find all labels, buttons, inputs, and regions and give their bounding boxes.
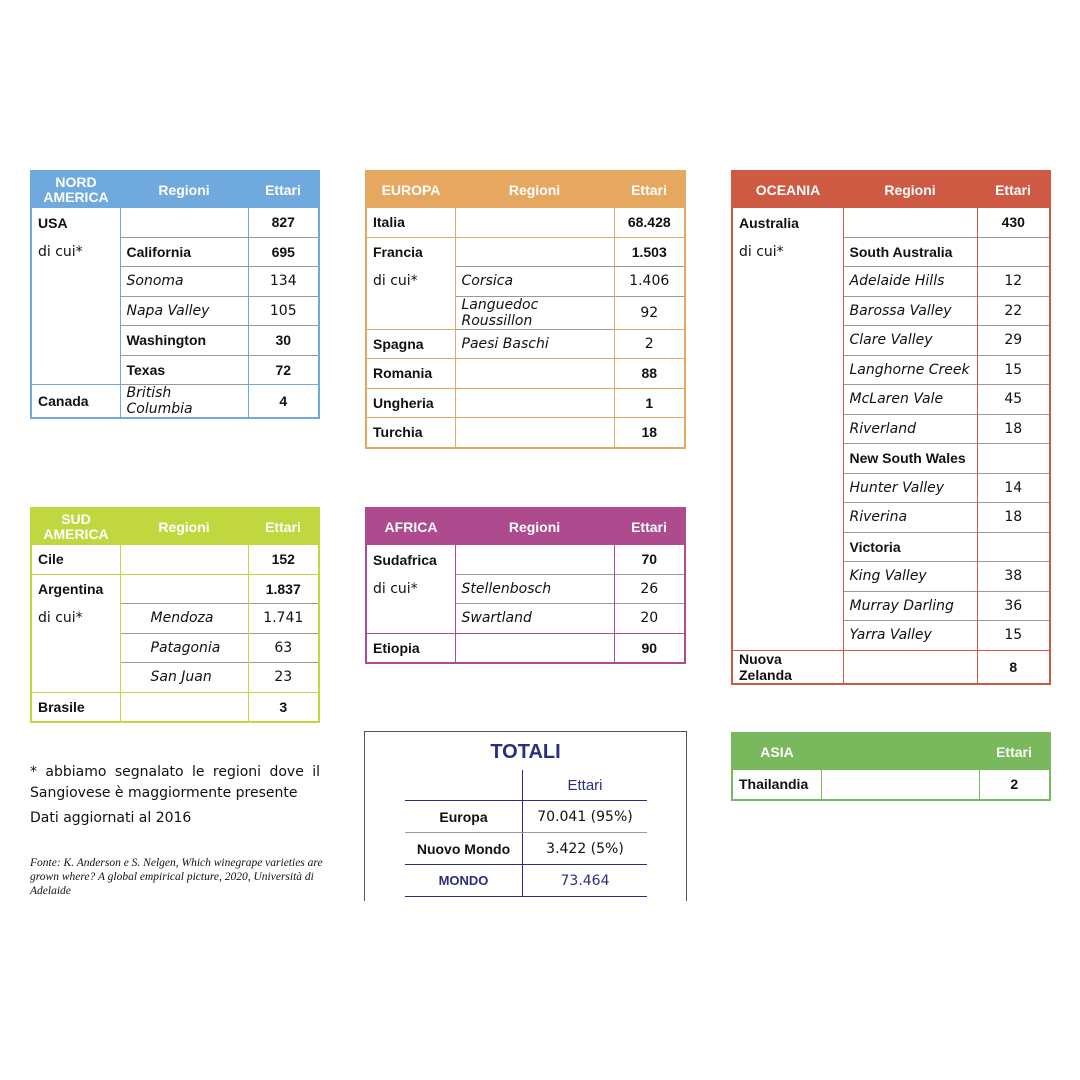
region-cell: Murray Darling [843,591,977,621]
hectares-cell: 63 [248,633,318,663]
country-cell: Etiopia [367,633,455,662]
column-header-hectares: Ettari [248,509,318,545]
hectares-cell: 88 [614,359,684,389]
region-cell: Riverland [843,414,977,444]
hectares-cell: 2 [614,329,684,359]
table-row [32,604,318,634]
hectares-cell: 23 [248,663,318,693]
table-row [733,650,1049,683]
region-cell: King Valley [843,562,977,592]
table-row [32,385,318,418]
column-header-regions: Regioni [455,509,614,545]
country-cell: Romania [367,359,455,389]
country-cell [733,296,843,326]
oceania-table [733,172,1049,683]
hectares-cell: 15 [977,355,1049,385]
column-header-hectares: Ettari [614,509,684,545]
region-cell: Corsica [455,267,614,297]
table-row [405,833,647,865]
country-cell [367,604,455,634]
table-row [367,329,684,359]
column-header-hectares: Ettari [977,172,1049,208]
table-row [405,801,647,833]
table-row [405,865,647,897]
country-cell: Sudafrica [373,551,437,568]
region-cell [843,650,977,683]
country-cell: di cui* [373,580,418,597]
totals-box [364,731,687,901]
country-cell: Italia [373,214,405,231]
hectares-cell: 26 [614,574,684,604]
panel-africa [365,507,686,664]
region-cell [120,574,248,604]
country-cell [32,633,120,663]
hectares-cell: 45 [977,385,1049,415]
region-cell: Langhorne Creek [843,355,977,385]
table-row [733,770,1049,799]
region-cell: Washington [120,326,248,356]
table-row [367,604,684,634]
table-row [32,692,318,721]
hectares-cell: 15 [977,621,1049,651]
region-cell: Barossa Valley [843,296,977,326]
update-note: Dati aggiornati al 2016 [30,810,192,826]
country-cell: Australia [739,214,799,231]
country-cell: Spagna [367,329,455,359]
table-row [733,591,1049,621]
table-row [367,418,684,447]
hectares-cell: 18 [977,503,1049,533]
continent-title: SUD AMERICA [32,509,120,545]
region-cell: Riverina [843,503,977,533]
source-citation: Fonte: K. Anderson e S. Nelgen, Which winegrape varieties are grown where? A global empirical picture, 2020, Università di Adelaide [30,857,323,897]
region-cell: Clare Valley [843,326,977,356]
region-cell: Mendoza [120,604,248,634]
hectares-cell: 827 [248,208,318,237]
country-cell [733,532,843,562]
region-cell: Texas [120,355,248,385]
table-row [32,326,318,356]
table-row [32,545,318,574]
region-cell: Victoria [843,532,977,562]
table-row [32,663,318,693]
hectares-cell: 695 [248,237,318,267]
country-cell: Canada [32,385,120,418]
hectares-cell: 38 [977,562,1049,592]
panel-europa [365,170,686,449]
table-row [32,267,318,297]
country-cell [733,444,843,474]
region-cell [455,237,614,267]
hectares-cell: 29 [977,326,1049,356]
country-cell: Turchia [367,418,455,447]
country-cell [32,267,120,297]
country-cell: Ungheria [367,388,455,418]
table-row [733,296,1049,326]
region-cell [843,208,977,237]
country-cell [367,296,455,329]
region-cell: Swartland [455,604,614,634]
totals-label: MONDO [405,865,523,897]
europa-table [367,172,684,447]
table-row [32,355,318,385]
column-header-hectares: Ettari [248,172,318,208]
region-cell [455,545,614,574]
nord-america-table [32,172,318,417]
region-cell [120,208,248,237]
region-cell [455,388,614,418]
panel-sud-america [30,507,320,723]
hectares-cell: 70 [614,545,684,574]
hectares-cell: 1.837 [248,574,318,604]
footnote: * abbiamo segnalato le regioni dove il Sangiovese è maggiormente presente [30,764,320,801]
hectares-cell: 1.503 [614,237,684,267]
region-cell: Patagonia [120,633,248,663]
totals-value: 73.464 [523,865,648,897]
hectares-cell: 152 [248,545,318,574]
hectares-cell: 2 [979,770,1049,799]
country-cell [32,355,120,385]
country-cell [733,326,843,356]
totals-label: Europa [405,801,523,833]
hectares-cell: 22 [977,296,1049,326]
table-row [367,208,684,237]
table-row [32,208,318,237]
country-cell: Argentina [32,574,120,604]
region-cell: Yarra Valley [843,621,977,651]
table-row [733,444,1049,474]
hectares-cell: 68.428 [614,208,684,237]
table-row [367,633,684,662]
totals-table [405,770,647,897]
column-header-regions: Regioni [120,172,248,208]
hectares-cell: 18 [614,418,684,447]
column-header-hectares: Ettari [979,734,1049,770]
country-cell: di cui* [38,610,83,627]
totals-value: 70.041 (95%) [523,801,648,833]
country-cell [733,591,843,621]
totals-value: 3.422 (5%) [523,833,648,865]
hectares-cell: 134 [248,267,318,297]
table-row [733,473,1049,503]
hectares-cell: 1.741 [248,604,318,634]
country-cell [733,621,843,651]
table-row [733,503,1049,533]
country-cell: Thailandia [739,776,809,793]
hectares-cell: 14 [977,473,1049,503]
column-header-hectares: Ettari [523,770,648,801]
totals-label: Nuovo Mondo [416,840,511,857]
table-row [733,414,1049,444]
region-cell: McLaren Vale [843,385,977,415]
country-cell: Brasile [32,692,120,721]
hectares-cell: 3 [248,692,318,721]
country-cell: di cui* [38,243,83,260]
continent-title: EUROPA [367,172,455,208]
column-header-regions: Regioni [843,172,977,208]
country-cell [733,385,843,415]
country-cell: Cile [38,551,64,568]
table-row [32,574,318,604]
hectares-cell: 90 [614,633,684,662]
region-cell [455,359,614,389]
table-row [733,532,1049,562]
country-cell: Nuova Zelanda [733,650,843,683]
country-cell [32,326,120,356]
africa-table [367,509,684,662]
hectares-cell: 30 [248,326,318,356]
totals-title: TOTALI [490,741,561,763]
table-row [367,359,684,389]
region-cell: Stellenbosch [455,574,614,604]
hectares-cell [977,444,1049,474]
region-cell: Adelaide Hills [843,267,977,297]
table-row [367,545,684,574]
table-row [32,237,318,267]
panel-oceania [731,170,1051,685]
country-cell [733,414,843,444]
hectares-cell: 72 [248,355,318,385]
country-cell: di cui* [739,243,784,260]
region-cell: Sonoma [120,267,248,297]
column-header-empty [821,734,979,770]
hectares-cell: 8 [977,650,1049,683]
table-row [405,770,647,801]
table-row [32,633,318,663]
table-row [733,385,1049,415]
hectares-cell: 430 [977,208,1049,237]
country-cell [32,296,120,326]
table-row [733,355,1049,385]
region-cell: San Juan [120,663,248,693]
country-cell [733,267,843,297]
notes [30,762,320,829]
region-cell: South Australia [843,237,977,267]
region-cell [455,418,614,447]
hectares-cell: 20 [614,604,684,634]
region-cell [455,208,614,237]
continent-title: AFRICA [367,509,455,545]
continent-title: NORD AMERICA [32,172,120,208]
country-cell [733,355,843,385]
country-cell [733,503,843,533]
hectares-cell [977,237,1049,267]
panel-asia [731,732,1051,801]
hectares-cell: 105 [248,296,318,326]
hectares-cell: 12 [977,267,1049,297]
table-row [367,574,684,604]
table-row [367,296,684,329]
table-row [733,237,1049,267]
table-row [32,296,318,326]
table-row [733,621,1049,651]
hectares-cell: 4 [248,385,318,418]
table-row [733,562,1049,592]
country-cell: Francia [367,237,455,267]
continent-title: OCEANIA [733,172,843,208]
hectares-cell: 92 [614,296,684,329]
region-cell: Languedoc Roussillon [455,296,614,329]
country-cell: di cui* [373,273,418,290]
country-cell [32,663,120,693]
table-row [733,267,1049,297]
table-row [367,388,684,418]
region-cell: British Columbia [120,385,248,418]
continent-title: ASIA [733,734,821,770]
hectares-cell: 1.406 [614,267,684,297]
country-cell: USA [38,214,68,231]
region-cell: Napa Valley [120,296,248,326]
region-cell: New South Wales [843,444,977,474]
region-cell [821,770,979,799]
hectares-cell [977,532,1049,562]
column-header-regions: Regioni [455,172,614,208]
asia-table [733,734,1049,799]
table-row [733,326,1049,356]
region-cell: Paesi Baschi [455,329,614,359]
sud-america-table [32,509,318,721]
table-row [367,267,684,297]
region-cell: Hunter Valley [843,473,977,503]
region-cell [455,633,614,662]
panel-nord-america [30,170,320,419]
totals-header-empty [405,770,523,801]
hectares-cell: 18 [977,414,1049,444]
country-cell [733,562,843,592]
region-cell [120,545,248,574]
region-cell: California [120,237,248,267]
table-row [367,237,684,267]
table-row [733,208,1049,237]
column-header-hectares: Ettari [614,172,684,208]
country-cell [733,473,843,503]
region-cell [120,692,248,721]
hectares-cell: 1 [614,388,684,418]
hectares-cell: 36 [977,591,1049,621]
column-header-regions: Regioni [120,509,248,545]
